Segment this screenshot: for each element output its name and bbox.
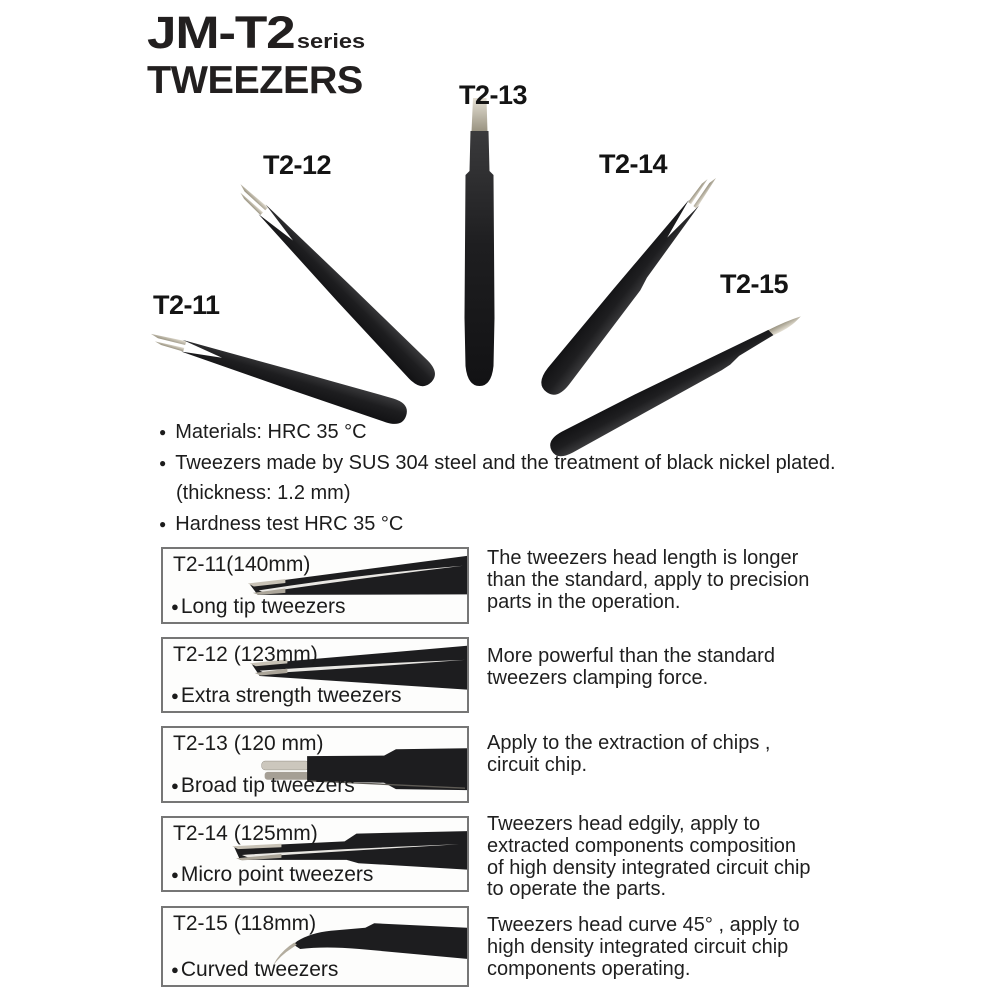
product-card-t2-13	[161, 726, 469, 803]
product-name: ●Long tip tweezers	[171, 595, 346, 618]
tweezers-fan-image	[0, 0, 1000, 470]
fan-label-t2-13: T2-13	[459, 80, 528, 110]
bullet-icon: ●	[171, 962, 179, 977]
product-card-t2-14	[161, 816, 469, 892]
fan-label-t2-15: T2-15	[720, 269, 789, 299]
product-description-t2-13: Apply to the extraction of chips , circuit chip.	[487, 732, 771, 776]
product-description-t2-14: Tweezers head edgily, apply to extracted components composition of high density integrated circuit chip to operate the parts.	[487, 813, 811, 901]
spec-item-steel: ● Tweezers made by SUS 304 steel and the treatment of black nickel plated.	[159, 451, 836, 474]
bullet-icon: ●	[159, 516, 167, 531]
spec-item-thickness: (thickness: 1.2 mm)	[176, 482, 351, 504]
product-model-label: T2-11(140mm)	[173, 553, 311, 576]
product-description-t2-15: Tweezers head curve 45° , apply to high density integrated circuit chip components operating.	[487, 914, 800, 980]
bullet-icon: ●	[171, 867, 179, 882]
brand-series-label: series	[296, 31, 366, 53]
product-description-t2-12: More powerful than the standard tweezers clamping force.	[487, 645, 775, 689]
spec-item-materials: ● Materials: HRC 35 °C	[159, 421, 367, 443]
product-card-t2-15	[161, 906, 469, 987]
bullet-icon: ●	[159, 425, 167, 439]
product-model-label: T2-12 (123mm)	[173, 643, 318, 666]
product-card-t2-11	[161, 547, 469, 624]
fan-tweezer-t2-13	[465, 98, 495, 386]
product-name: ●Extra strength tweezers	[171, 684, 402, 707]
bullet-icon: ●	[171, 599, 179, 614]
bullet-icon: ●	[171, 778, 179, 793]
product-name: ●Broad tip tweezers	[171, 774, 355, 797]
product-model-label: T2-13 (120 mm)	[173, 732, 324, 755]
fan-label-t2-12: T2-12	[263, 150, 332, 180]
fan-tweezer-t2-12	[229, 177, 440, 391]
product-model-label: T2-14 (125mm)	[173, 822, 318, 845]
fan-tweezer-t2-11	[146, 325, 410, 428]
spec-list	[159, 417, 836, 539]
fan-label-t2-14: T2-14	[599, 149, 668, 179]
spec-item-hardness: ● Hardness test HRC 35 °C	[159, 512, 404, 535]
bullet-icon: ●	[171, 688, 179, 703]
fan-label-t2-11: T2-11	[153, 290, 220, 320]
bullet-icon: ●	[159, 455, 167, 470]
product-model-label: T2-15 (118mm)	[173, 912, 317, 935]
product-name: ●Micro point tweezers	[171, 863, 374, 886]
product-description-t2-11: The tweezers head length is longer than the standard, apply to precision parts in the operation.	[487, 547, 810, 613]
brand-text: JM-T2	[147, 7, 295, 58]
product-name: ●Curved tweezers	[171, 958, 339, 981]
product-card-t2-12	[161, 637, 469, 713]
page-title: TWEEZERS	[147, 59, 363, 102]
